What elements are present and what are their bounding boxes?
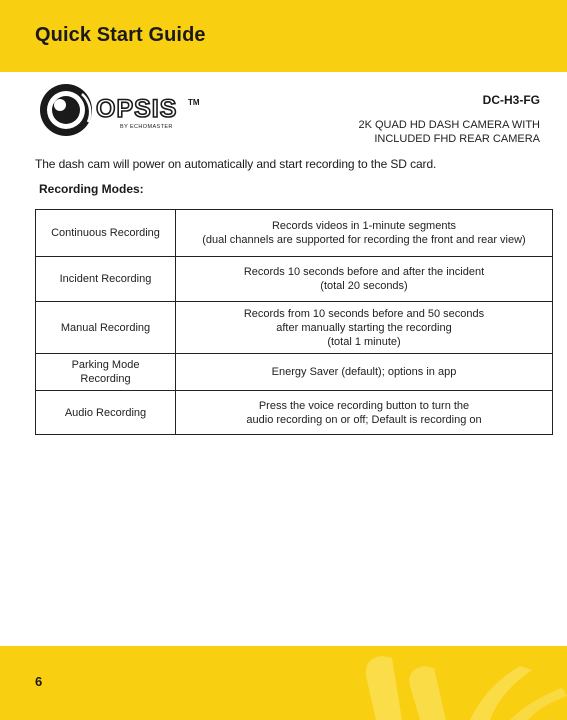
mode-name-cell — [36, 210, 176, 257]
mode-name: Manual Recording — [60, 321, 151, 334]
mode-description-line: (total 20 seconds) — [320, 280, 408, 292]
mode-name: Audio Recording — [64, 406, 147, 419]
mode-name: Incident Recording — [59, 273, 152, 285]
mode-description-cell — [176, 391, 553, 435]
mode-name-cell — [36, 354, 176, 391]
mode-name: Recording — [80, 373, 131, 385]
mode-name-cell — [36, 391, 176, 435]
mode-description-line: (total 1 minute) — [327, 335, 401, 348]
opsis-logo — [38, 82, 218, 140]
intro-text: The dash cam will power on automatically and start recording to the SD card. — [35, 157, 437, 171]
page-title: Quick Start Guide — [35, 24, 206, 46]
model-number: DC-H3-FG — [482, 93, 540, 107]
swoosh-decoration-icon — [0, 646, 567, 720]
table-row — [36, 257, 553, 302]
mode-name: Continuous Recording — [51, 227, 160, 239]
header-band — [0, 0, 567, 72]
mode-description-cell — [176, 257, 553, 302]
footer-band — [0, 646, 567, 720]
table-row — [36, 210, 553, 257]
page-number: 6 — [35, 674, 43, 689]
product-description — [358, 118, 540, 146]
table-row — [36, 391, 553, 435]
mode-name-cell — [36, 257, 176, 302]
mode-description-line: Records from 10 seconds before and 50 seconds — [243, 307, 485, 320]
mode-name-cell — [36, 302, 176, 354]
mode-description-line: Press the voice recording button to turn the — [258, 399, 470, 412]
mode-description-line: Records videos in 1-minute segments — [271, 220, 457, 232]
mode-description-cell — [176, 302, 553, 354]
camera-lens-logo-icon — [40, 84, 92, 136]
table-row — [36, 354, 553, 391]
mode-description-cell — [176, 210, 553, 257]
mode-name: Parking Mode — [71, 359, 140, 371]
trademark-mark: TM — [188, 98, 200, 107]
description-line-1: 2K QUAD HD DASH CAMERA WITH — [358, 119, 540, 131]
table-row — [36, 302, 553, 354]
mode-description-line: (dual channels are supported for recording the front and rear view) — [202, 234, 526, 246]
mode-description-line: audio recording on or off; Default is recording on — [246, 413, 482, 426]
brand-name: OPSIS — [96, 95, 178, 123]
recording-modes-table — [35, 209, 553, 435]
mode-description-cell — [176, 354, 553, 391]
mode-description-line: after manually starting the recording — [276, 321, 452, 334]
mode-description-line: Energy Saver (default); options in app — [271, 366, 457, 378]
description-line-2: INCLUDED FHD REAR CAMERA — [374, 133, 540, 145]
brand-byline: BY ECHOMASTER — [120, 124, 173, 130]
mode-description-line: Records 10 seconds before and after the incident — [243, 266, 485, 278]
recording-modes-heading: Recording Modes: — [39, 182, 144, 196]
